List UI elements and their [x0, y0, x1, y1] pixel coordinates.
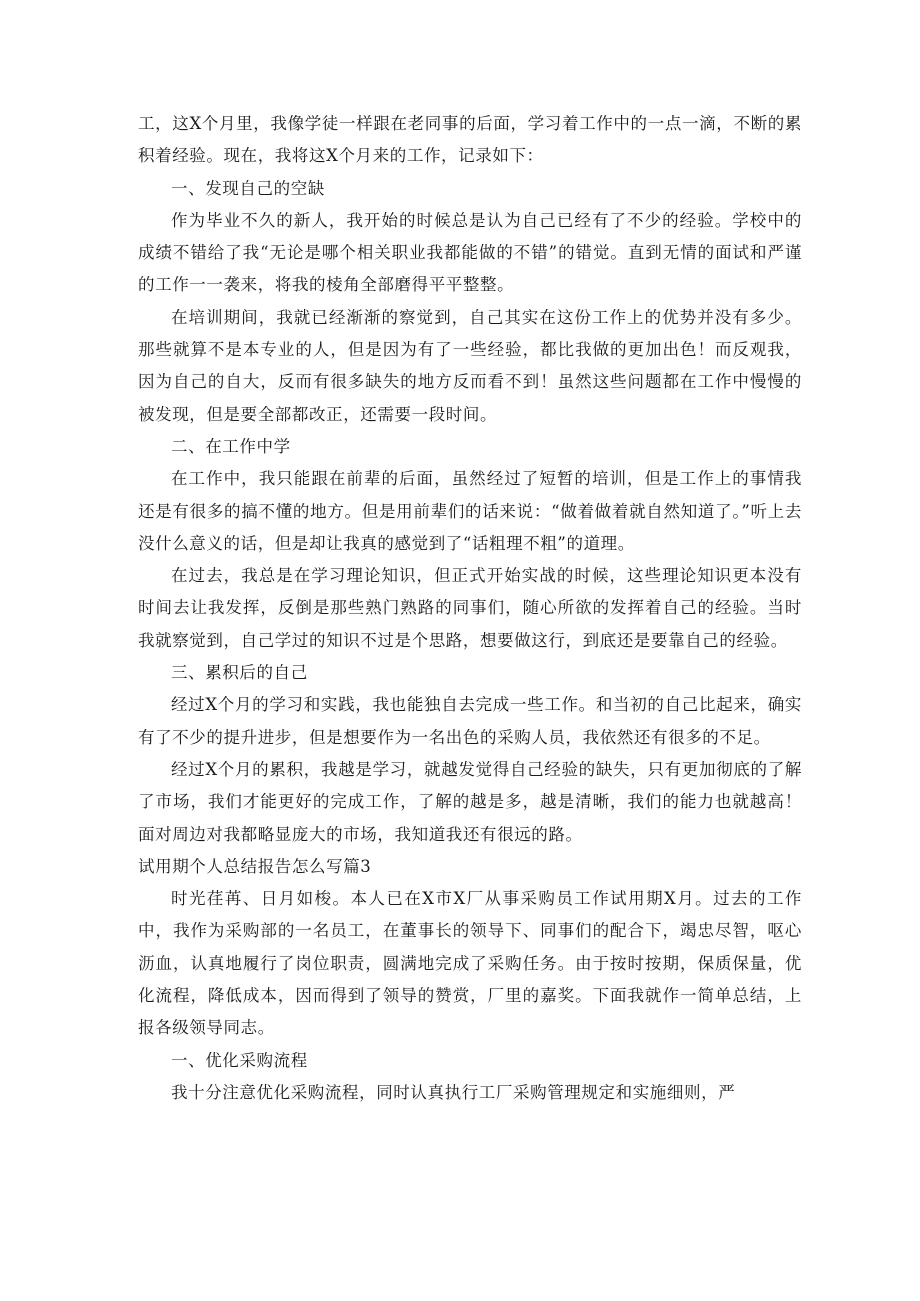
paragraph: 在工作中，我只能跟在前辈的后面，虽然经过了短暂的培训，但是工作上的事情我还是有很多的搞不懂的地方。但是用前辈们的话来说：“做着做着就自然知道了。”听上去没什么意义的话，但是却让我真的感觉到了“话粗理不粗”的道理。 [138, 469, 802, 553]
paragraph: 时光荏苒、日月如梭。本人已在X市X厂从事采购员工作试用期X月。过去的工作中，我作为采购部的一名员工，在董事长的领导下、同事们的配合下，竭忠尽智，呕心沥血，认真地履行了岗位职责，圆满地完成了采购任务。由于按时按期，保质保量，优化流程，降低成本，因而得到了领导的赞赏，厂里的嘉奖。下面我就作一简单总结，上报各级领导同志。 [138, 889, 802, 1038]
paragraph: 我十分注意优化采购流程，同时认真执行工厂采购管理规定和实施细则，严 [171, 1082, 736, 1102]
paragraph: 在培训期间，我就已经渐渐的察觉到，自己其实在这份工作上的优势并没有多少。那些就算不是本专业的人，但是因为有了一些经验，都比我做的更加出色！而反观我，因为自己的自大，反而有很多缺失的地方反而看不到！虽然这些问题都在工作中慢慢的被发现，但是要全部都改正，还需要一段时间。 [138, 307, 802, 424]
section-heading: 一、发现自己的空缺 [171, 178, 325, 198]
section-heading: 三、累积后的自己 [171, 663, 308, 683]
paragraph: 在过去，我总是在学习理论知识，但正式开始实战的时候，这些理论知识更本没有时间去让我发挥，反倒是那些熟门熟路的同事们，随心所欲的发挥着自己的经验。当时我就察觉到，自己学过的知识不过是个思路，想要做这行，到底还是要靠自己的经验。 [138, 566, 802, 650]
section-heading: 二、在工作中学 [171, 436, 291, 456]
paragraph: 工，这X个月里，我像学徒一样跟在老同事的后面，学习着工作中的一点一滴，不断的累积着经验。现在，我将这X个月来的工作，记录如下： [138, 114, 802, 166]
article-title: 试用期个人总结报告怎么写篇3 [138, 856, 372, 876]
paragraph: 经过X个月的学习和实践，我也能独自去完成一些工作。和当初的自己比起来，确实有了不少的提升进步，但是想要作为一名出色的采购人员，我依然还有很多的不足。 [138, 695, 802, 747]
section-heading: 一、优化采购流程 [171, 1050, 308, 1070]
paragraph: 经过X个月的累积，我越是学习，就越发觉得自己经验的缺失，只有更加彻底的了解了市场，我们才能更好的完成工作，了解的越是多，越是清晰，我们的能力也就越高！面对周边对我都略显庞大的市场，我知道我还有很远的路。 [138, 759, 802, 844]
paragraph: 作为毕业不久的新人，我开始的时候总是认为自己已经有了不少的经验。学校中的成绩不错给了我“无论是哪个相关职业我都能做的不错”的错觉。直到无情的面试和严谨的工作一一袭来，将我的棱角全部磨得平平整整。 [138, 210, 802, 295]
